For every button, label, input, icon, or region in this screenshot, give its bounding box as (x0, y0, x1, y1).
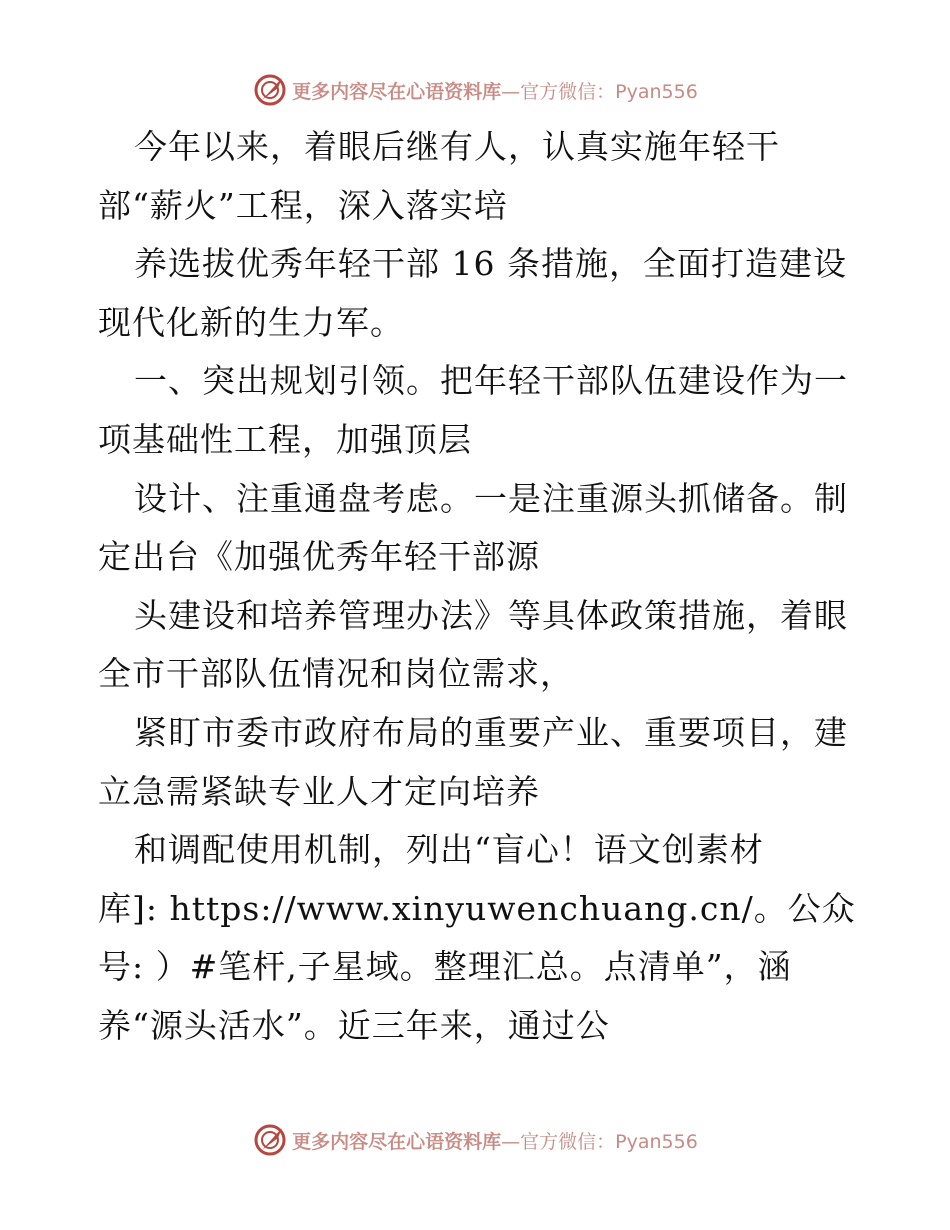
body-line: 现代化新的生力军。 (98, 302, 404, 342)
body-line: 号: ）#笔杆,子星域。整理汇总。点清单”，涵 (98, 947, 792, 987)
watermark-text: 更多内容尽在心语资料库—官方微信：Pyan556 (292, 1130, 698, 1153)
body-line: 定出台《加强优秀年轻干部源 (98, 537, 540, 577)
watermark-text: 更多内容尽在心语资料库—官方微信：Pyan556 (292, 80, 698, 103)
body-line: 头建设和培养管理办法》等具体政策措施，着眼 (134, 595, 848, 635)
body-line: 库]: https://www.xinyuwenchuang.cn/。公众 (98, 888, 856, 928)
quill-logo-icon (252, 72, 288, 108)
body-line: 全市干部队伍情况和岗位需求， (98, 654, 574, 694)
body-line: 一、突出规划引领。把年轻干部队伍建设作为一 (134, 361, 848, 401)
quill-logo-icon (252, 1122, 288, 1158)
body-line: 养选拔优秀年轻干部 16 条措施，全面打造建设 (134, 244, 847, 284)
body-line: 部“薪火”工程，深入落实培 (98, 185, 508, 225)
body-line: 养“源头活水”。近三年来，通过公 (98, 1005, 610, 1045)
body-line: 和调配使用机制，列出“盲心！语文创素材 (134, 830, 764, 870)
body-line: 设计、注重通盘考虑。一是注重源头抓储备。制 (134, 478, 848, 518)
document-body (98, 118, 858, 1056)
footer-watermark (0, 1120, 950, 1160)
body-line: 项基础性工程，加强顶层 (98, 419, 472, 459)
body-line: 立急需紧缺专业人才定向培养 (98, 771, 540, 811)
header-watermark (0, 70, 950, 110)
body-line: 今年以来，着眼后继有人，认真实施年轻干 (134, 127, 780, 166)
body-line: 紧盯市委市政府布局的重要产业、重要项目，建 (134, 712, 848, 752)
